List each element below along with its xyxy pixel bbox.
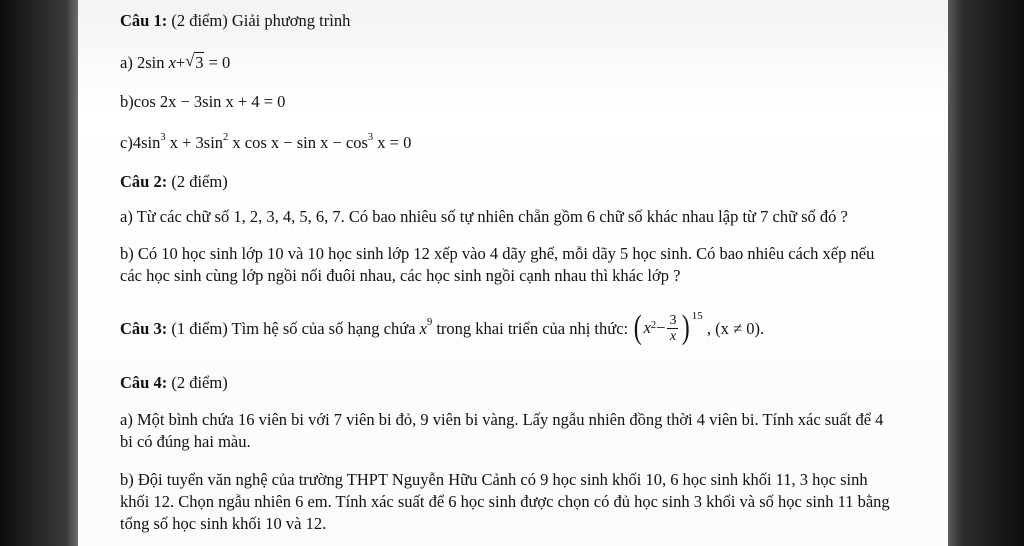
fraction-numerator: 3 [669,312,677,328]
q1-c-s1: 3 [160,131,166,143]
q1-title [120,10,350,32]
sqrt-symbol [185,52,204,74]
q1-c-t3: x cos x − sin x − cos [228,133,368,152]
q4-part-b: b) Đội tuyển văn nghệ của trường THPT Nguyễn Hữu Cảnh có 9 học sinh khối 10, 6 học sinh khối 11, 3 học sinh khối 12. Chọn ngẫu nhiên 6 em. Tính xác suất để 6 học sinh được chọn có đủ học sinh 3 khối và số học sinh 11 bằng tổng số học sinh khối 10 và 12. [120,470,890,533]
q1-c-t1: 4sin [132,133,161,152]
q3-block [120,309,765,347]
q3-heading: Câu 3: [120,318,168,338]
q1-a-plus: + [175,53,186,72]
q1-b-expr: cos 2x − 3sin x + 4 = 0 [133,92,286,111]
q4-intro: (2 điểm) [171,373,228,392]
formula-x: x [643,318,651,337]
binomial-formula: ( x $^2$ − $\frac{3}{x}$ ) 15 [632,311,703,345]
q2-part-b: b) Có 10 học sinh lớp 10 và 10 học sinh lớp 12 xếp vào 4 dãy ghế, mỗi dãy 5 học sinh. Có bao nhiêu cách xếp nếu các học sinh cùng lớp ngồi nối đuôi nhau, các học sinh ngồi cạnh nhau thì khác lớp ? [120,244,875,285]
q1-a-eq: = [208,53,218,72]
q1-intro: (2 điểm) Giải phương trình [171,11,351,30]
q2-title [120,171,228,193]
background-left [0,0,78,546]
q1-a-coef: 2 [136,53,146,72]
q1-a-label: a) [120,53,133,72]
q1-c-t4: x = 0 [373,133,412,152]
q1-c-s3: 3 [367,131,374,143]
q3-condition: , (x ≠ 0). [706,318,765,338]
q1-heading: Câu 1: [120,11,168,30]
q4-title [120,372,228,394]
q1-b-label: b) [120,92,134,111]
fraction-denominator: x [669,328,677,344]
q1-a-var: x [168,53,176,72]
q1-c-label: c) [120,133,133,152]
q3-var: x [419,318,427,338]
q1-a-rhs: 0 [222,53,231,72]
q1-a-radicand: 3 [195,53,204,72]
right-paren: ) [682,309,691,346]
q1-part-a [120,52,230,74]
formula-minus: − [656,318,666,337]
q1-part-b [120,91,285,113]
left-paren: ( [633,309,642,346]
q3-var-exp: 9 [426,317,433,329]
background-right [948,0,1024,546]
q2-part-a: a) Từ các chữ số 1, 2, 3, 4, 5, 6, 7. Có bao nhiêu số tự nhiên chẵn gồm 6 chữ số khác nhau lập từ 7 chữ số đó ? [120,207,848,226]
exam-paper [78,0,948,546]
q3-text-2: trong khai triển của nhị thức: [436,318,629,338]
q3-text-1: (1 điểm) Tìm hệ số của số hạng chứa [171,318,416,338]
q1-part-c [120,132,411,154]
q4-heading: Câu 4: [120,373,168,392]
q2-heading: Câu 2: [120,172,168,191]
q1-a-func: sin [145,53,165,72]
q4-part-a: a) Một bình chứa 16 viên bi với 7 viên bi đỏ, 9 viên bi vàng. Lấy ngẫu nhiên đồng thời 4 viên bi. Tính xác suất để 4 bi có đúng hai màu. [120,410,884,451]
q1-c-t2: x + 3sin [165,133,224,152]
q1-c-s2: 2 [223,131,229,143]
formula-fraction [667,313,678,344]
q2-intro: (2 điểm) [171,172,228,191]
formula-power: 15 [691,310,703,322]
